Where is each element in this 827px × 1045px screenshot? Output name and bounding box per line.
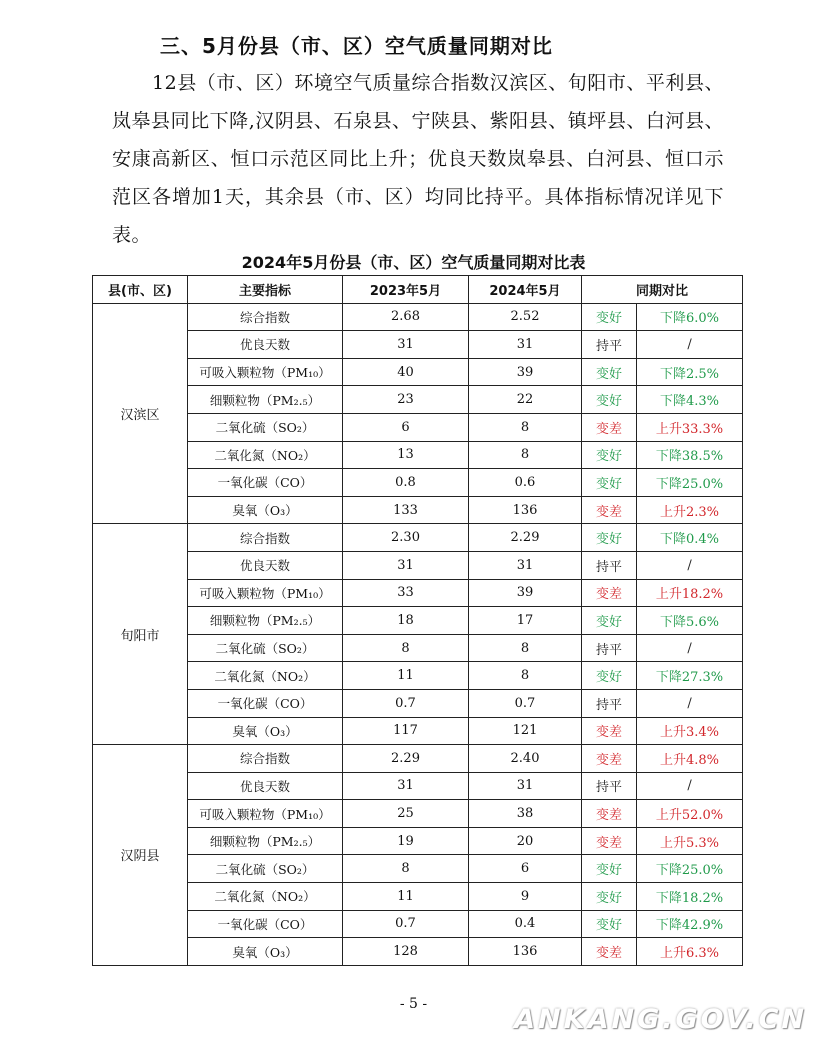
value-2024-cell: 0.7 <box>469 689 582 717</box>
change-cell: 上升18.2% <box>637 579 743 607</box>
value-2024-cell: 0.6 <box>469 469 582 497</box>
value-2023-cell: 133 <box>343 496 469 524</box>
value-2024-cell: 22 <box>469 386 582 414</box>
change-cell: 下降0.4% <box>637 524 743 552</box>
trend-cell: 持平 <box>582 551 637 579</box>
change-cell: 上升2.3% <box>637 496 743 524</box>
table-row <box>93 772 743 800</box>
table-row <box>93 413 743 441</box>
table-row <box>93 579 743 607</box>
trend-cell: 变好 <box>582 855 637 883</box>
value-2023-cell: 117 <box>343 717 469 745</box>
value-2023-cell: 2.30 <box>343 524 469 552</box>
value-2023-cell: 0.7 <box>343 689 469 717</box>
table-title: 2024年5月份县（市、区）空气质量同期对比表 <box>241 253 586 272</box>
value-2024-cell: 8 <box>469 634 582 662</box>
change-cell: 上升6.3% <box>637 938 743 966</box>
header-2024: 2024年5月 <box>469 276 582 304</box>
value-2023-cell: 128 <box>343 938 469 966</box>
indicator-cell: 臭氧（O₃） <box>188 496 343 524</box>
table-row <box>93 634 743 662</box>
change-cell: 上升52.0% <box>637 800 743 828</box>
value-2023-cell: 13 <box>343 441 469 469</box>
table-row <box>93 883 743 911</box>
value-2024-cell: 39 <box>469 579 582 607</box>
header-compare: 同期对比 <box>582 276 743 304</box>
county-cell: 汉阴县 <box>93 745 188 966</box>
indicator-cell: 二氧化硫（SO₂） <box>188 413 343 441</box>
indicator-cell: 可吸入颗粒物（PM₁₀） <box>188 358 343 386</box>
indicator-cell: 综合指数 <box>188 303 343 331</box>
table-row <box>93 800 743 828</box>
value-2024-cell: 136 <box>469 496 582 524</box>
change-cell: 上升33.3% <box>637 413 743 441</box>
value-2023-cell: 8 <box>343 855 469 883</box>
value-2023-cell: 6 <box>343 413 469 441</box>
table-row <box>93 331 743 359</box>
value-2024-cell: 31 <box>469 772 582 800</box>
indicator-cell: 细颗粒物（PM₂.₅） <box>188 827 343 855</box>
value-2023-cell: 11 <box>343 883 469 911</box>
header-county: 县(市、区) <box>93 276 188 304</box>
value-2024-cell: 31 <box>469 551 582 579</box>
trend-cell: 持平 <box>582 689 637 717</box>
indicator-cell: 优良天数 <box>188 772 343 800</box>
value-2023-cell: 19 <box>343 827 469 855</box>
table-row <box>93 607 743 635</box>
indicator-cell: 可吸入颗粒物（PM₁₀） <box>188 800 343 828</box>
indicator-cell: 细颗粒物（PM₂.₅） <box>188 607 343 635</box>
value-2023-cell: 0.8 <box>343 469 469 497</box>
table-row <box>93 745 743 773</box>
trend-cell: 变差 <box>582 579 637 607</box>
trend-cell: 变好 <box>582 358 637 386</box>
change-cell: 下降5.6% <box>637 607 743 635</box>
table-row <box>93 717 743 745</box>
change-cell: 下降38.5% <box>637 441 743 469</box>
trend-cell: 变好 <box>582 883 637 911</box>
trend-cell: 变差 <box>582 800 637 828</box>
change-cell: 下降25.0% <box>637 855 743 883</box>
value-2024-cell: 2.52 <box>469 303 582 331</box>
value-2024-cell: 2.29 <box>469 524 582 552</box>
county-cell: 汉滨区 <box>93 303 188 524</box>
indicator-cell: 可吸入颗粒物（PM₁₀） <box>188 579 343 607</box>
indicator-cell: 综合指数 <box>188 524 343 552</box>
indicator-cell: 臭氧（O₃） <box>188 938 343 966</box>
change-cell: 下降42.9% <box>637 910 743 938</box>
trend-cell: 变好 <box>582 386 637 414</box>
change-cell: 下降25.0% <box>637 469 743 497</box>
site-watermark: ANKANG.GOV.CN <box>514 1004 807 1035</box>
county-cell: 旬阳市 <box>93 524 188 745</box>
value-2024-cell: 17 <box>469 607 582 635</box>
indicator-cell: 一氧化碳（CO） <box>188 689 343 717</box>
value-2024-cell: 136 <box>469 938 582 966</box>
change-cell: 下降27.3% <box>637 662 743 690</box>
table-row <box>93 855 743 883</box>
change-cell: 下降4.3% <box>637 386 743 414</box>
change-cell: / <box>637 634 743 662</box>
change-cell: / <box>637 689 743 717</box>
value-2023-cell: 31 <box>343 551 469 579</box>
trend-cell: 持平 <box>582 772 637 800</box>
indicator-cell: 综合指数 <box>188 745 343 773</box>
value-2024-cell: 2.40 <box>469 745 582 773</box>
table-row <box>93 524 743 552</box>
table-row <box>93 551 743 579</box>
change-cell: 下降2.5% <box>637 358 743 386</box>
trend-cell: 变好 <box>582 607 637 635</box>
value-2024-cell: 20 <box>469 827 582 855</box>
table-row <box>93 662 743 690</box>
value-2023-cell: 23 <box>343 386 469 414</box>
table-row <box>93 827 743 855</box>
indicator-cell: 二氧化氮（NO₂） <box>188 883 343 911</box>
value-2024-cell: 8 <box>469 413 582 441</box>
trend-cell: 变好 <box>582 662 637 690</box>
table-row <box>93 469 743 497</box>
value-2024-cell: 0.4 <box>469 910 582 938</box>
trend-cell: 变好 <box>582 441 637 469</box>
table-row <box>93 358 743 386</box>
indicator-cell: 细颗粒物（PM₂.₅） <box>188 386 343 414</box>
value-2023-cell: 2.29 <box>343 745 469 773</box>
trend-cell: 持平 <box>582 331 637 359</box>
table-header-row <box>93 276 743 304</box>
change-cell: 上升3.4% <box>637 717 743 745</box>
trend-cell: 变好 <box>582 524 637 552</box>
change-cell: 上升4.8% <box>637 745 743 773</box>
trend-cell: 变差 <box>582 938 637 966</box>
value-2023-cell: 33 <box>343 579 469 607</box>
indicator-cell: 优良天数 <box>188 331 343 359</box>
trend-cell: 持平 <box>582 634 637 662</box>
table-row <box>93 689 743 717</box>
value-2024-cell: 121 <box>469 717 582 745</box>
air-quality-comparison-table <box>92 275 743 966</box>
change-cell: 下降6.0% <box>637 303 743 331</box>
indicator-cell: 二氧化硫（SO₂） <box>188 634 343 662</box>
value-2023-cell: 18 <box>343 607 469 635</box>
trend-cell: 变好 <box>582 910 637 938</box>
indicator-cell: 一氧化碳（CO） <box>188 469 343 497</box>
value-2023-cell: 25 <box>343 800 469 828</box>
value-2023-cell: 31 <box>343 331 469 359</box>
indicator-cell: 优良天数 <box>188 551 343 579</box>
table-row <box>93 938 743 966</box>
value-2023-cell: 40 <box>343 358 469 386</box>
indicator-cell: 一氧化碳（CO） <box>188 910 343 938</box>
page-number: - 5 - <box>399 996 428 1012</box>
value-2024-cell: 6 <box>469 855 582 883</box>
summary-paragraph: 12县（市、区）环境空气质量综合指数汉滨区、旬阳市、平利县、岚皋县同比下降,汉阴县、石泉县、宁陕县、紫阳县、镇坪县、白河县、安康高新区、恒口示范区同比上升；优良天数岚皋县、白河县、恒口示范区各增加1天，其余县（市、区）均同比持平。具体指标情况详见下表。 <box>112 72 724 246</box>
value-2024-cell: 39 <box>469 358 582 386</box>
trend-cell: 变差 <box>582 717 637 745</box>
table-row <box>93 496 743 524</box>
change-cell: 上升5.3% <box>637 827 743 855</box>
indicator-cell: 二氧化硫（SO₂） <box>188 855 343 883</box>
section-heading: 三、5月份县（市、区）空气质量同期对比 <box>160 34 553 58</box>
value-2024-cell: 8 <box>469 441 582 469</box>
change-cell: 下降18.2% <box>637 883 743 911</box>
trend-cell: 变差 <box>582 413 637 441</box>
value-2023-cell: 31 <box>343 772 469 800</box>
trend-cell: 变好 <box>582 303 637 331</box>
table-row <box>93 386 743 414</box>
value-2024-cell: 9 <box>469 883 582 911</box>
trend-cell: 变差 <box>582 496 637 524</box>
change-cell: / <box>637 551 743 579</box>
table-row <box>93 910 743 938</box>
value-2024-cell: 31 <box>469 331 582 359</box>
trend-cell: 变差 <box>582 827 637 855</box>
trend-cell: 变差 <box>582 745 637 773</box>
change-cell: / <box>637 331 743 359</box>
table-body <box>93 303 743 965</box>
indicator-cell: 二氧化氮（NO₂） <box>188 662 343 690</box>
table-row <box>93 303 743 331</box>
change-cell: / <box>637 772 743 800</box>
value-2023-cell: 11 <box>343 662 469 690</box>
value-2023-cell: 2.68 <box>343 303 469 331</box>
value-2023-cell: 0.7 <box>343 910 469 938</box>
trend-cell: 变好 <box>582 469 637 497</box>
header-indicator: 主要指标 <box>188 276 343 304</box>
indicator-cell: 二氧化氮（NO₂） <box>188 441 343 469</box>
value-2023-cell: 8 <box>343 634 469 662</box>
value-2024-cell: 8 <box>469 662 582 690</box>
table-row <box>93 441 743 469</box>
indicator-cell: 臭氧（O₃） <box>188 717 343 745</box>
header-2023: 2023年5月 <box>343 276 469 304</box>
value-2024-cell: 38 <box>469 800 582 828</box>
